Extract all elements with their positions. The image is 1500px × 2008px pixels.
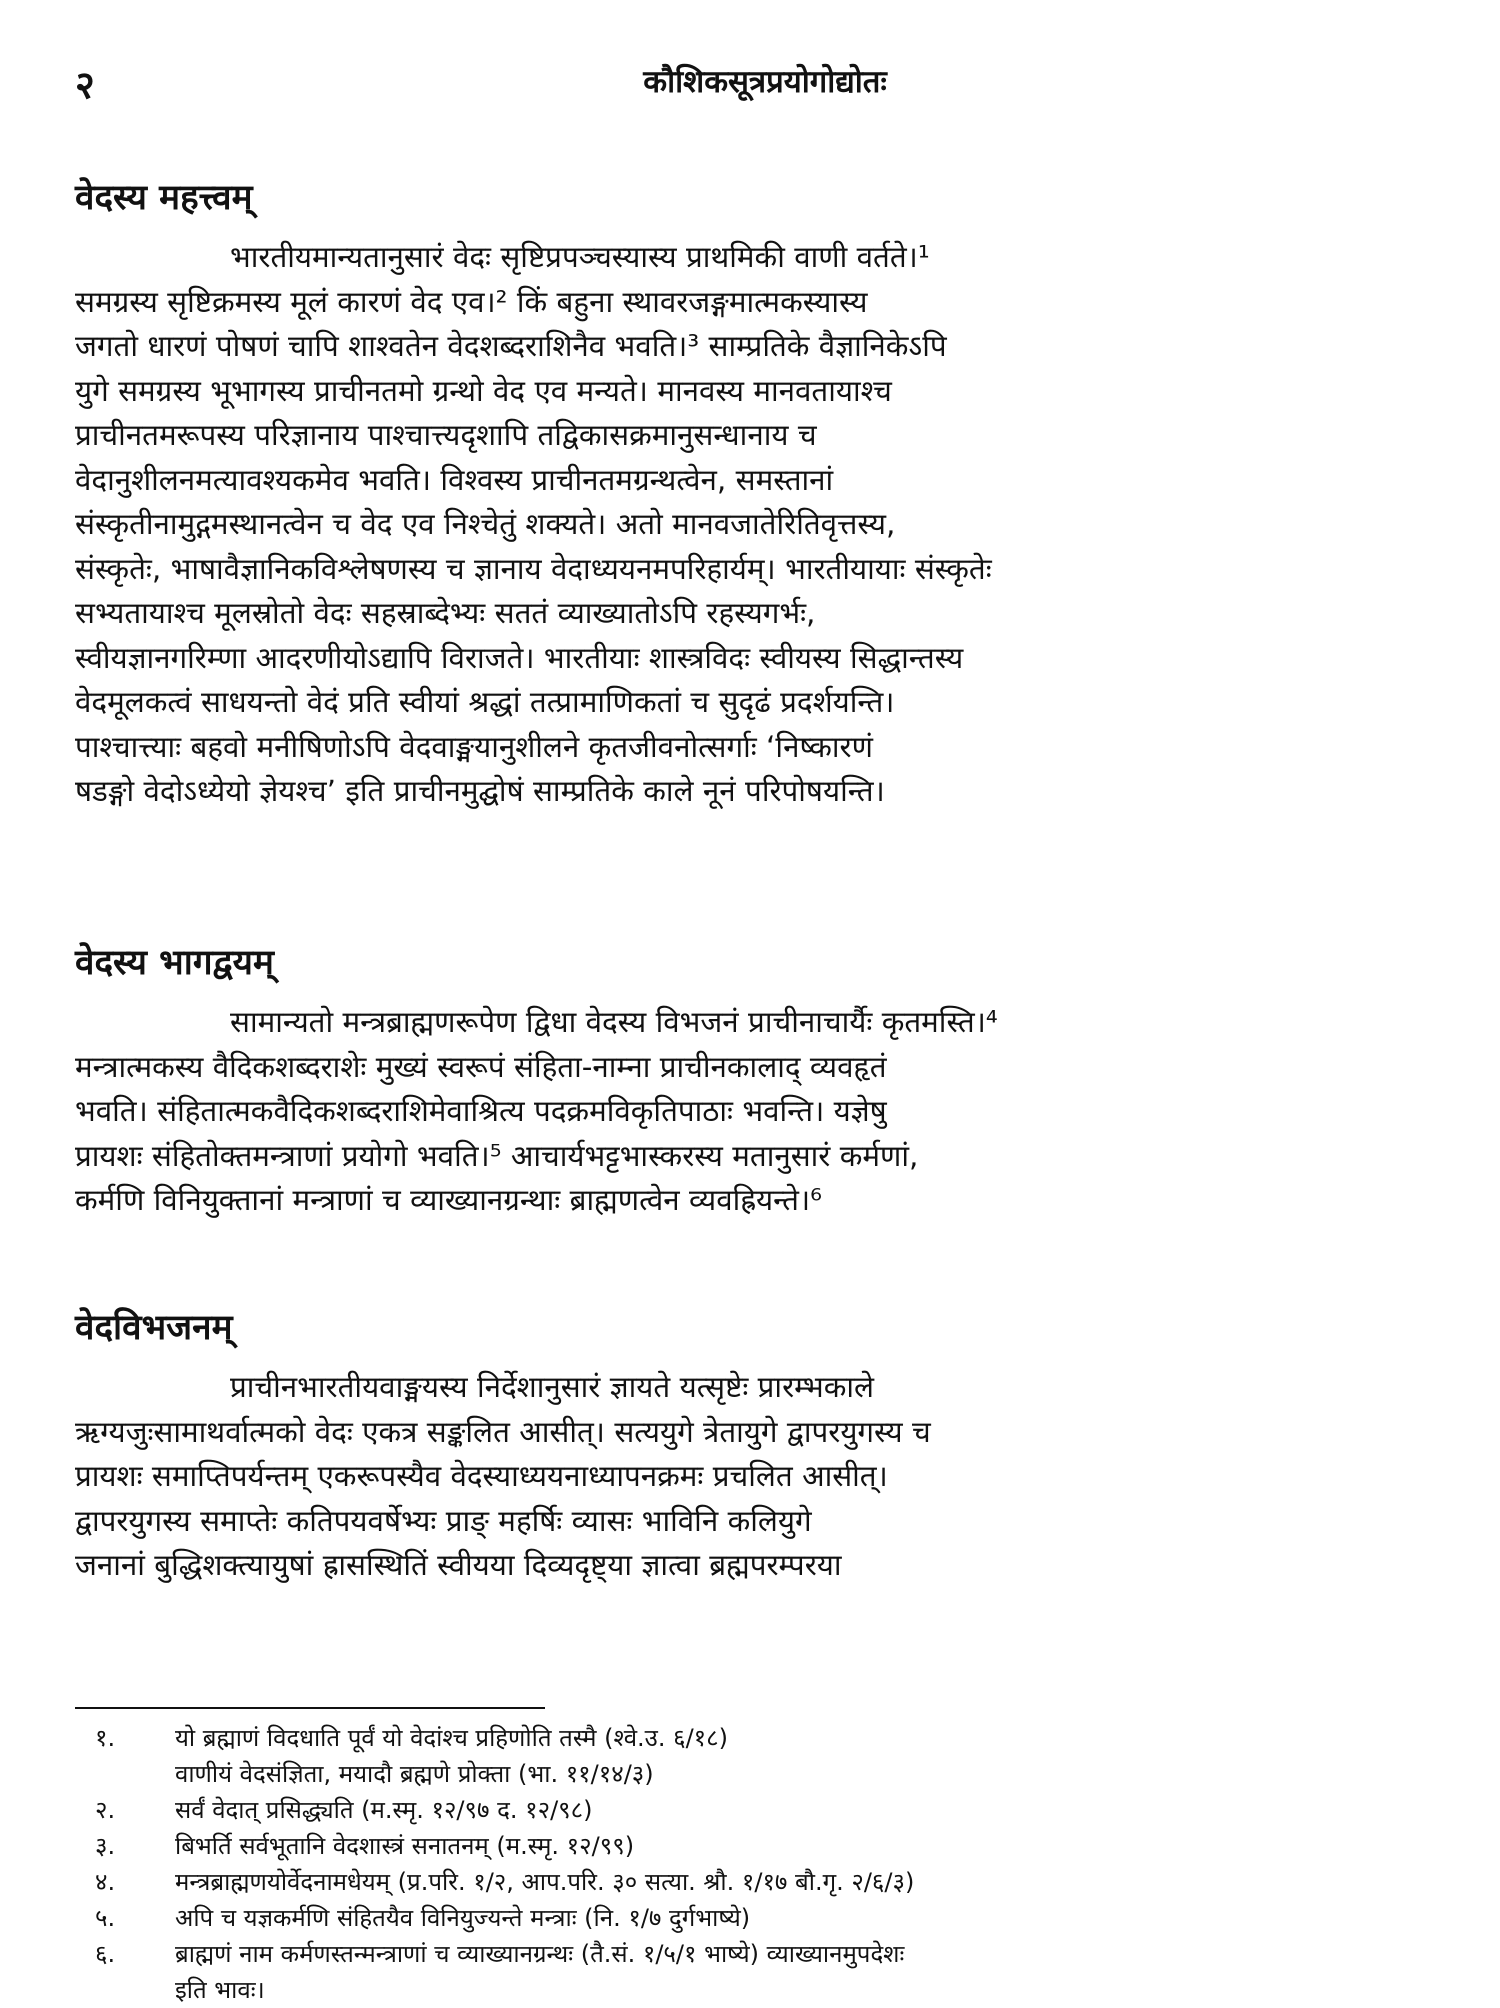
footnote-number: ६. xyxy=(95,1940,116,1968)
running-title: कौशिकसूत्रप्रयोगोद्योतः xyxy=(643,64,887,100)
text-line: षडङ्गो वेदोऽध्येयो ज्ञेयश्च’ इति प्राचीनमुद्घोषं साम्प्रतिके काले नूनं परिपोषयन्ति। xyxy=(75,774,885,808)
text-line: पाश्चात्त्याः बहवो मनीषिणोऽपि वेदवाङ्मयानुशीलने कृतजीवनोत्सर्गाः ‘निष्कारणं xyxy=(75,729,873,764)
text-line: भवति। संहितात्मकवैदिकशब्दराशिमेवाश्रित्य पदक्रमविकृतिपाठाः भवन्ति। यज्ञेषु xyxy=(75,1094,887,1128)
text-line: जगतो धारणं पोषणं चापि शाश्वतेन वेदशब्दराशिनैव भवति।³ साम्प्रतिके वैज्ञानिकेऽपि xyxy=(75,329,947,363)
footnote-number: ५. xyxy=(95,1904,116,1932)
text-line: प्राचीनतमरूपस्य परिज्ञानाय पाश्चात्त्यदृशापि तद्विकासक्रमानुसन्धानाय च xyxy=(75,418,817,452)
section-division-of-veda xyxy=(75,1305,1455,1588)
footnote-text: ब्राह्मणं नाम कर्मणस्तन्मन्त्राणां च व्याख्यानग्रन्थः (तै.सं. १/५/१ भाष्ये) व्याख्यानमुपदेशः xyxy=(175,1940,905,1968)
paragraph xyxy=(75,235,1455,814)
section-heading: वेदस्य महत्त्वम् xyxy=(75,178,253,218)
text-line: मन्त्रात्मकस्य वैदिकशब्दराशेः मुख्यं स्वरूपं संहिता-नाम्ना प्राचीनकालाद् व्यवहृतं xyxy=(75,1049,887,1084)
footnote-text: बिभर्ति सर्वभूतानि वेदशास्त्रं सनातनम् (म.स्मृ. १२/९९) xyxy=(175,1832,635,1860)
text-line: प्रायशः संहितोक्तमन्त्राणां प्रयोगो भवति।⁵ आचार्यभट्टभास्करस्य मतानुसारं कर्मणां, xyxy=(75,1138,919,1173)
footnote-continuation: इति भावः। xyxy=(175,1976,265,2004)
paragraph xyxy=(75,1000,1455,1223)
footnote-text: यो ब्रह्माणं विदधाति पूर्वं यो वेदांश्च प्रहिणोति तस्मै (श्वे.उ. ६/१८) xyxy=(175,1724,728,1752)
footnote xyxy=(75,1864,1455,1900)
text-line: सामान्यतो मन्त्रब्राह्मणरूपेण द्विधा वेदस्य विभजनं प्राचीनाचार्यैः कृतमस्ति।⁴ xyxy=(230,1005,998,1039)
footnote xyxy=(75,1828,1455,1864)
section-two-parts-of-veda xyxy=(75,940,1455,1223)
section-heading: वेदविभजनम् xyxy=(75,1308,233,1348)
text-line: स्वीयज्ञानगरिम्णा आदरणीयोऽद्यापि विराजते। भारतीयाः शास्त्रविदः स्वीयस्य सिद्धान्तस्य xyxy=(75,640,964,675)
footnote-number: १. xyxy=(95,1724,116,1752)
text-line: द्वापरयुगस्य समाप्तेः कतिपयवर्षेभ्यः प्राङ् महर्षिः व्यासः भाविनि कलियुगे xyxy=(75,1503,812,1538)
footnote-number: ३. xyxy=(95,1832,116,1860)
text-line: प्रायशः समाप्तिपर्यन्तम् एकरूपस्यैव वेदस्याध्ययनाध्यापनक्रमः प्रचलित आसीत्। xyxy=(75,1459,888,1493)
text-line: वेदानुशीलनमत्यावश्यकमेव भवति। विश्वस्य प्राचीनतमग्रन्थत्वेन, समस्तानां xyxy=(75,462,834,497)
footnote-text: मन्त्रब्राह्मणयोर्वेदनामधेयम् (प्र.परि. १/२, आप.परि. ३० सत्या. श्रौ. १/१७ बौ.गृ. २/६/३) xyxy=(175,1868,915,1896)
section-importance-of-veda xyxy=(75,175,1455,814)
footnote-text: सर्वं वेदात् प्रसिद्ध्यति (म.स्मृ. १२/९७ द. १२/९८) xyxy=(175,1796,593,1824)
footnote xyxy=(75,1900,1455,1936)
text-line: भारतीयमान्यतानुसारं वेदः सृष्टिप्रपञ्चस्यास्य प्राथमिकी वाणी वर्तते।¹ xyxy=(230,240,930,274)
footnote-number: २. xyxy=(95,1796,116,1824)
text-line: युगे समग्रस्य भूभागस्य प्राचीनतमो ग्रन्थो वेद एव मन्यते। मानवस्य मानवतायाश्च xyxy=(75,373,892,408)
page-number: २ xyxy=(75,63,95,107)
text-line: प्राचीनभारतीयवाङ्मयस्य निर्देशानुसारं ज्ञायते यत्सृष्टेः प्रारम्भकाले xyxy=(230,1370,875,1404)
text-line: संस्कृतीनामुद्गमस्थानत्वेन च वेद एव निश्चेतुं शक्यते। अतो मानवजातेरितिवृत्तस्य, xyxy=(75,507,896,541)
text-line: संस्कृतेः, भाषावैज्ञानिकविश्लेषणस्य च ज्ञानाय वेदाध्ययनमपरिहार्यम्। भारतीयायाः संस्कृतेः xyxy=(75,551,992,586)
running-head xyxy=(75,58,1455,108)
footnote-continuation: वाणीयं वेदसंज्ञिता, मयादौ ब्रह्मणे प्रोक्ता (भा. ११/१४/३) xyxy=(175,1760,654,1788)
footnotes xyxy=(75,1720,1455,2008)
text-line: सभ्यतायाश्च मूलस्रोतो वेदः सहस्राब्देभ्यः सततं व्याख्यातोऽपि रहस्यगर्भः, xyxy=(75,596,816,630)
footnote xyxy=(75,1720,1455,1756)
footnote-divider xyxy=(75,1707,545,1709)
text-line: वेदमूलकत्वं साधयन्तो वेदं प्रति स्वीयां श्रद्धां तत्प्रामाणिकतां च सुदृढं प्रदर्शयन्ति। xyxy=(75,685,895,719)
footnote-number: ४. xyxy=(95,1868,116,1896)
section-heading: वेदस्य भागद्वयम् xyxy=(75,943,274,983)
footnote xyxy=(75,1792,1455,1828)
footnote-text: अपि च यज्ञकर्मणि संहितयैव विनियुज्यन्ते मन्त्राः (नि. १/७ दुर्गभाष्ये) xyxy=(175,1904,751,1932)
paragraph xyxy=(75,1365,1455,1588)
footnote xyxy=(75,1936,1455,1972)
text-line: ऋग्यजुःसामाथर्वात्मको वेदः एकत्र सङ्कलित आसीत्। सत्ययुगे त्रेतायुगे द्वापरयुगस्य च xyxy=(75,1414,931,1449)
text-line: जनानां बुद्धिशक्त्यायुषां ह्रासस्थितिं स्वीयया दिव्यदृष्ट्या ज्ञात्वा ब्रह्मपरम्परया xyxy=(75,1548,842,1582)
text-line: समग्रस्य सृष्टिक्रमस्य मूलं कारणं वेद एव।² किं बहुना स्थावरजङ्गमात्मकस्यास्य xyxy=(75,284,868,319)
text-line: कर्मणि विनियुक्तानां मन्त्राणां च व्याख्यानग्रन्थाः ब्राह्मणत्वेन व्यवह्रियन्ते।⁶ xyxy=(75,1183,822,1217)
